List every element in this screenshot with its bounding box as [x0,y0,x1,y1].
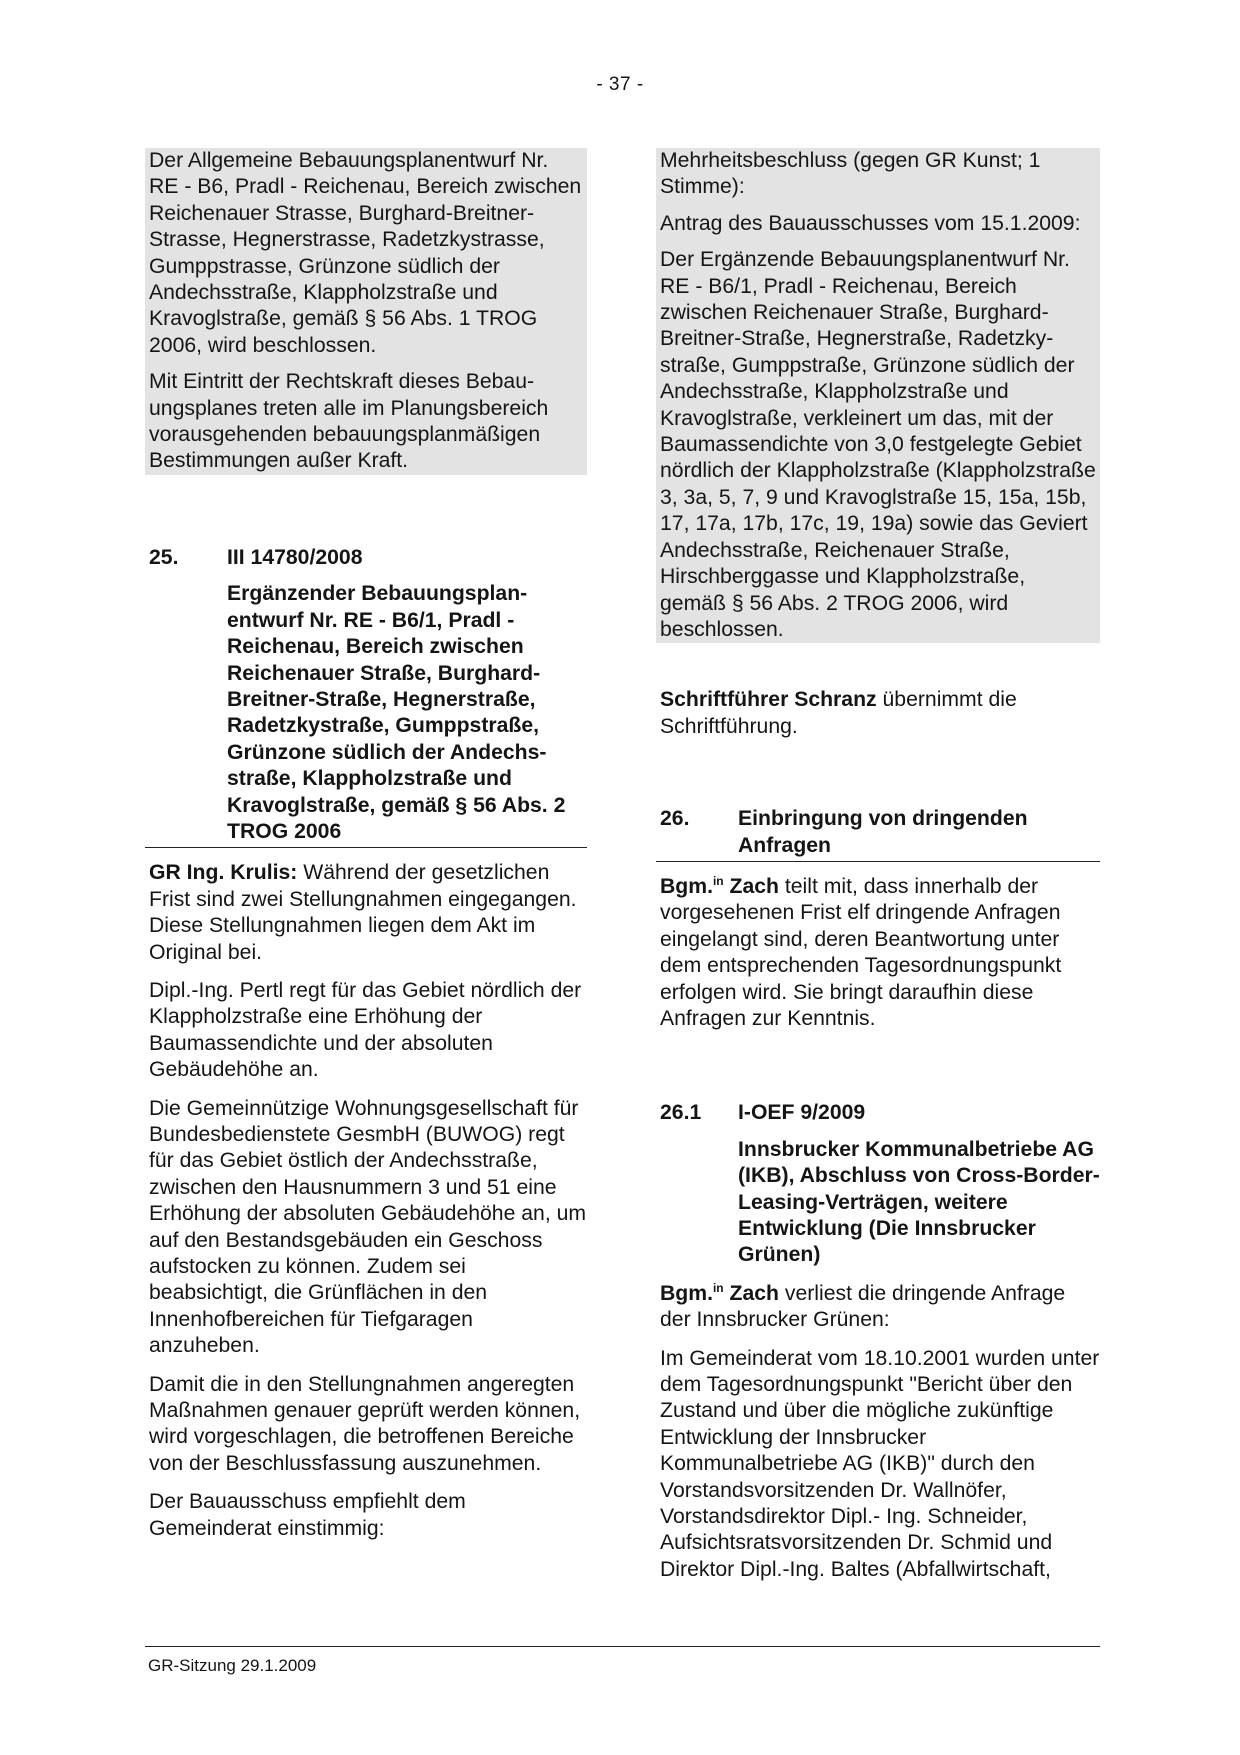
item-26-body [656,874,1100,1032]
agenda-item-25-header [145,545,587,571]
paragraph: Dipl.-Ing. Pertl regt für das Gebiet nördlich der Klappholzstraße eine Erhöhung der Baumassendichte und der absoluten Gebäudehöhe an. [149,978,582,1082]
page-number: - 37 - [596,74,644,95]
paragraph: Im Gemeinderat vom 18.10.2001 wurden unter dem Tagesordnungspunkt "Bericht über den Zustand und über die mögliche zukünftige Entwicklung der Innsbrucker Kommunalbetriebe AG (IKB)" durch den Vorstandsvorsitzenden Dr. Wallnöfer, Vorstandsdirektor Dipl.- Ing. Schneider, Aufsichtsratsvorsitzenden Dr. Schmid und Direktor Dipl.-Ing. Baltes (Abfallwirtschaft, [660,1346,1100,1581]
paragraph: Damit die in den Stellungnahmen angeregten Maßnahmen genauer geprüft werden können, wird vorgeschlagen, die betroffenen Bereiche von der Beschlussfassung auszunehmen. [149,1372,581,1475]
resolution-text: Der Ergänzende Bebauungsplanentwurf Nr. RE - B6/1, Pradl - Reichenau, Bereich zwischen Reichenauer Straße, Burghard-Breitner-Straße, Hegnerstraße, Radetzkystraße, Gumppstraße, Grünzone südlich der Andechsstraße, Klappholzstraße und Kravoglstraße, verkleinert um das, mit der Baumassendichte von 3,0 festgelegte Gebiet nördlich der Klappholzstraße (Klappholzstraße 3, 3a, 5, 7, 9 und Kravoglstraße 15, 15a, 15b, 17, 17a, 17b, 17c, 19, 19a) sowie das Geviert Andechsstraße, Reichenauer Straße, Hirschberggasse und Klappholzstraße, gemäß § 56 Abs. 2 TROG 2006, wird beschlossen. [660,248,1096,641]
mayor-title: Bgm. [660,874,713,898]
vote-result: Mehrheitsbeschluss (gegen GR Kunst; 1 Stimme): [660,149,1041,199]
agenda-item-number: 25. [149,545,179,569]
secretary-name: Schriftführer Schranz [660,688,877,712]
resolution-note: Mit Eintritt der Rechtskraft dieses Bebauungsplanes treten alle im Planungsbereich vorausgehenden bebauungsplanmäßigen Bestimmungen außer Kraft. [149,370,549,473]
paragraph: Die Gemeinnützige Wohnungsgesellschaft für Bundesbedienstete GesmbH (BUWOG) regt für das Gebiet östlich der Andechsstraße, zwischen den Hausnummern 3 und 51 eine Erhöhung der absoluten Gebäudehöhe an, um auf den Bestandsgebäuden ein Geschoss aufstocken zu können. Zudem sei beabsichtigt, die Grünflächen in den Innenhofbereichen für Tiefgaragen anzuheben. [149,1096,587,1358]
agenda-item-26-1-header [656,1100,1100,1126]
mayor-title: Bgm. [660,1281,713,1305]
mayor-text: teilt mit, dass innerhalb der vorgesehenen Frist elf dringende Anfragen eingelangt sind, deren Beantwortung unter dem entsprechenden Tagesordnungspunkt erfolgen wird. Sie bringt daraufhin diese Anfragen zur Kenntnis. [660,874,1062,1030]
item-25-body [145,860,587,1542]
resolution-text: Der Allgemeine Bebauungsplanentwurf Nr. RE - B6, Pradl - Reichenau, Bereich zwischen Reichenauer Strasse, Burghard-Breitner-Strasse, Hegnerstrasse, Radetzkystrasse, Gumppstrasse, Grünzone südlich der Andechsstraße, Klappholzstraße und Kravoglstraße, gemäß § 56 Abs. 1 TROG 2006, wird beschlossen. [149,149,582,357]
agenda-item-25 [145,545,587,848]
agenda-item-26-1 [656,1100,1100,1268]
secretary-text: übernimmt die Schriftführung. [660,688,1017,738]
speaker-text: Während der gesetzlichen Frist sind zwei Stellungnahmen eingegangen. Diese Stellungnahmen liegen dem Akt im Original bei. [149,861,577,964]
agenda-item-26 [656,806,1100,862]
item-26-1-body [656,1281,1100,1583]
footer-session-date: GR-Sitzung 29.1.2009 [148,1656,317,1675]
right-column [656,148,1100,1583]
mayor-name: Zach [723,1281,779,1305]
agenda-item-reference: III 14780/2008 [227,545,363,569]
paragraph [660,1281,1100,1334]
mayor-name: Zach [723,874,779,898]
paragraph [660,874,1100,1032]
agenda-item-subject: Innsbrucker Kommunalbetriebe AG (IKB), Abschluss von Cross-Border-Leasing-Verträgen, weitere Entwicklung (Die Innsbrucker Grünen) [738,1137,1100,1267]
mayor-title-suffix: in [712,873,724,888]
left-column [145,148,587,1542]
speaker-paragraph [149,860,587,966]
resolution-box [656,148,1100,643]
paragraph [660,687,1100,740]
agenda-item-26-header [656,806,1100,859]
speaker-name: GR Ing. Krulis: [149,861,298,885]
resolution-box [145,148,587,475]
secretary-note [656,687,1100,740]
agenda-item-title: Einbringung von dringenden Anfragen [738,807,1028,857]
agenda-item-subject: Ergänzender Bebauungsplanentwurf Nr. RE - B6/1, Pradl - Reichenau, Bereich zwischen Reichenauer Straße, Burghard-Breitner-Straße, Hegnerstraße, Radetzkystraße, Gumppstraße, Grünzone südlich der Andechsstraße, Klappholzstraße und Kravoglstraße, gemäß § 56 Abs. 2 TROG 2006 [227,582,566,843]
motion-source: Antrag des Bauausschusses vom 15.1.2009: [660,211,1081,235]
mayor-text: verliest die dringende Anfrage der Innsbrucker Grünen: [660,1281,1066,1332]
paragraph: Der Bauausschuss empfiehlt dem Gemeinderat einstimmig: [149,1490,466,1540]
footer-divider [145,1646,1100,1647]
agenda-item-number: 26. [660,807,690,831]
mayor-title-suffix: in [712,1280,724,1295]
agenda-item-reference: I-OEF 9/2009 [738,1101,866,1125]
agenda-item-number: 26.1 [660,1101,702,1125]
